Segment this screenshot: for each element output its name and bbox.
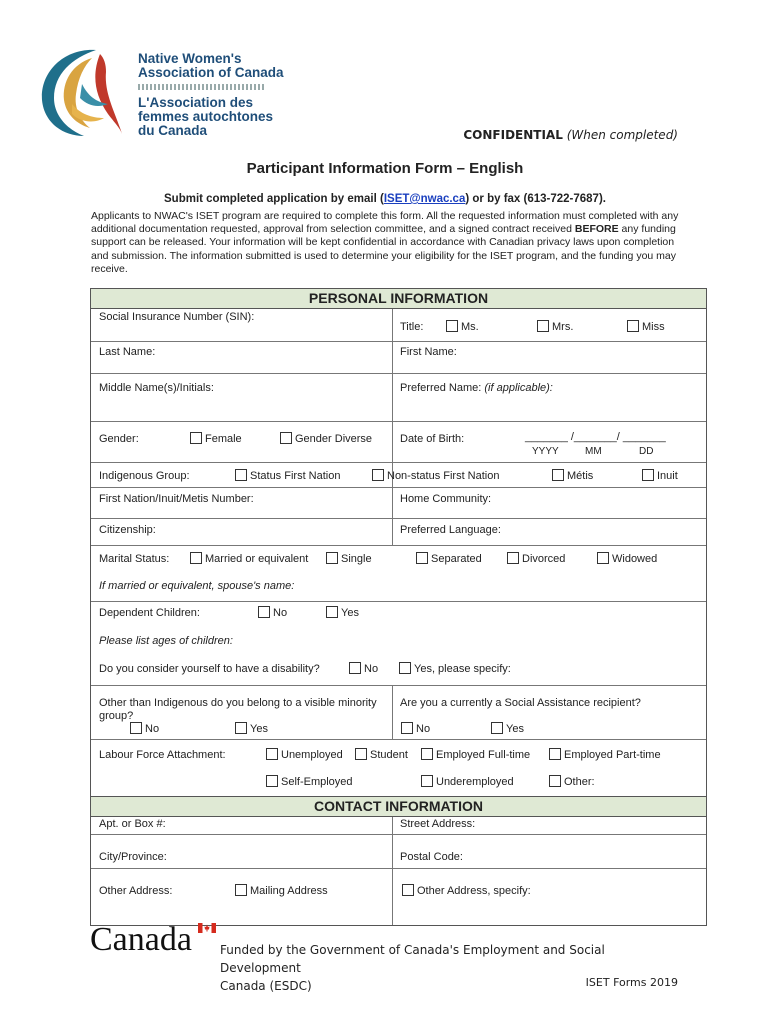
- when-completed-label: (When completed): [566, 128, 678, 142]
- preferred-name-text: Preferred Name:: [400, 382, 482, 394]
- title-label: Title:: [400, 321, 424, 333]
- status-fn-label: Status First Nation: [250, 470, 341, 482]
- intro-text-2: any funding support can be released. Your information will be kept confidential in accordance with Canadian privacy laws upon completion and submission. The information submitted is used to determine your eligibility for the ISET program, and the funding you may receive.: [91, 223, 677, 275]
- social-assistance-question: Are you a currently a Social Assistance recipient?: [400, 697, 641, 709]
- row-divider: [91, 739, 706, 740]
- self-employed-label: Self-Employed: [281, 776, 353, 788]
- row-divider: [91, 487, 706, 488]
- inuit-checkbox[interactable]: [642, 469, 654, 481]
- other-address-checkbox[interactable]: [402, 884, 414, 896]
- employed-ft-label: Employed Full-time: [436, 749, 531, 761]
- column-divider: [392, 686, 393, 739]
- dob-label: Date of Birth:: [400, 433, 465, 445]
- married-checkbox[interactable]: [190, 552, 202, 564]
- other-labour-checkbox[interactable]: [549, 775, 561, 787]
- disability-question: Do you consider yourself to have a disability?: [99, 663, 320, 675]
- confidential-label: CONFIDENTIAL: [463, 128, 563, 142]
- other-address-specify-label: Other Address, specify:: [417, 885, 531, 897]
- minority-yes-label: Yes: [250, 723, 268, 735]
- personal-information-heading: PERSONAL INFORMATION: [91, 289, 706, 309]
- row-divider: [91, 545, 706, 546]
- street-address-label: Street Address:: [400, 818, 476, 830]
- social-yes-label: Yes: [506, 723, 524, 735]
- column-divider: [392, 309, 393, 546]
- student-label: Student: [370, 749, 408, 761]
- column-divider: [392, 814, 393, 925]
- divorced-label: Divorced: [522, 553, 566, 565]
- metis-label: Métis: [567, 470, 594, 482]
- dependent-children-label: Dependent Children:: [99, 607, 200, 619]
- fn-number-label: First Nation/Inuit/Metis Number:: [99, 493, 254, 505]
- org-divider: [138, 84, 264, 90]
- student-checkbox[interactable]: [355, 748, 367, 760]
- minority-no-label: No: [145, 723, 160, 735]
- sin-label: Social Insurance Number (SIN):: [99, 311, 255, 323]
- org-name-en-2: Association of Canada: [138, 65, 284, 80]
- dob-blanks[interactable]: _______ /_______/ _______: [525, 431, 666, 443]
- miss-checkbox[interactable]: [627, 320, 639, 332]
- org-name-fr-2: femmes autochtones: [138, 109, 274, 124]
- form-version: ISET Forms 2019: [585, 976, 678, 989]
- contact-information-heading: CONTACT INFORMATION: [91, 796, 706, 817]
- nonstatus-fn-label: Non-status First Nation: [387, 470, 500, 482]
- separated-label: Separated: [431, 553, 482, 565]
- preferred-name-label: [400, 382, 553, 394]
- organization-name: [138, 52, 284, 138]
- metis-checkbox[interactable]: [552, 469, 564, 481]
- postal-code-label: Postal Code:: [400, 851, 463, 863]
- intro-paragraph: [91, 210, 681, 276]
- children-no-label: No: [273, 607, 288, 619]
- row-divider: [91, 341, 706, 342]
- unemployed-checkbox[interactable]: [266, 748, 278, 760]
- disability-yes-label: Yes, please specify:: [414, 663, 511, 675]
- participant-form: [90, 288, 707, 926]
- if-applicable-text: (if applicable):: [484, 382, 553, 394]
- inuit-label: Inuit: [657, 470, 678, 482]
- separated-checkbox[interactable]: [416, 552, 428, 564]
- status-fn-checkbox[interactable]: [235, 469, 247, 481]
- org-name-en-1: Native Women's: [138, 51, 242, 66]
- labour-force-label: Labour Force Attachment:: [99, 749, 226, 761]
- underemployed-checkbox[interactable]: [421, 775, 433, 787]
- unemployed-label: Unemployed: [281, 749, 343, 761]
- other-address-label: Other Address:: [99, 885, 173, 897]
- org-name-fr-3: du Canada: [138, 123, 208, 138]
- other-labour-label: Other:: [564, 776, 595, 788]
- home-community-label: Home Community:: [400, 493, 492, 505]
- single-label: Single: [341, 553, 372, 565]
- disability-no-checkbox[interactable]: [349, 662, 361, 674]
- minority-question-line2: group?: [99, 710, 134, 722]
- children-yes-label: Yes: [341, 607, 359, 619]
- email-link[interactable]: ISET@nwac.ca: [383, 193, 466, 205]
- dob-dd: DD: [639, 446, 654, 457]
- row-divider: [91, 834, 706, 835]
- social-yes-checkbox[interactable]: [491, 722, 503, 734]
- row-divider: [91, 373, 706, 374]
- intro-text-1: Applicants to NWAC's ISET program are required to complete this form. All the requested information must completed with any additional documentation requested, approval from selection committee, and a signed contract received: [91, 210, 679, 236]
- underemployed-label: Underemployed: [436, 776, 514, 788]
- married-label: Married or equivalent: [205, 553, 309, 565]
- self-employed-checkbox[interactable]: [266, 775, 278, 787]
- female-label: Female: [205, 433, 242, 445]
- gender-diverse-checkbox[interactable]: [280, 432, 292, 444]
- widowed-checkbox[interactable]: [597, 552, 609, 564]
- disability-no-label: No: [364, 663, 379, 675]
- canada-flag-icon: [198, 923, 216, 933]
- mailing-address-checkbox[interactable]: [235, 884, 247, 896]
- submit-prefix: Submit completed application by email (: [164, 193, 384, 205]
- children-yes-checkbox[interactable]: [326, 606, 338, 618]
- confidential-notice: [463, 128, 678, 142]
- nwac-logo: [34, 44, 124, 139]
- row-divider: [91, 868, 706, 869]
- gender-diverse-label: Gender Diverse: [295, 433, 373, 445]
- disability-yes-checkbox[interactable]: [399, 662, 411, 674]
- preferred-language-label: Preferred Language:: [400, 524, 501, 536]
- widowed-label: Widowed: [612, 553, 658, 565]
- submit-suffix: ) or by fax (613-722-7687).: [465, 193, 606, 205]
- employed-pt-label: Employed Part-time: [564, 749, 661, 761]
- last-name-label: Last Name:: [99, 346, 156, 358]
- single-checkbox[interactable]: [326, 552, 338, 564]
- row-divider: [91, 685, 706, 686]
- children-no-checkbox[interactable]: [258, 606, 270, 618]
- apt-box-label: Apt. or Box #:: [99, 818, 166, 830]
- miss-label: Miss: [642, 321, 665, 333]
- divorced-checkbox[interactable]: [507, 552, 519, 564]
- marital-status-label: Marital Status:: [99, 553, 170, 565]
- row-divider: [91, 421, 706, 422]
- female-checkbox[interactable]: [190, 432, 202, 444]
- middle-name-label: Middle Name(s)/Initials:: [99, 382, 214, 394]
- mrs-checkbox[interactable]: [537, 320, 549, 332]
- canada-wordmark: [90, 920, 218, 960]
- mailing-address-label: Mailing Address: [250, 885, 328, 897]
- employed-pt-checkbox[interactable]: [549, 748, 561, 760]
- indigenous-group-label: Indigenous Group:: [99, 470, 190, 482]
- minority-yes-checkbox[interactable]: [235, 722, 247, 734]
- list-ages-label: Please list ages of children:: [99, 635, 233, 647]
- row-divider: [91, 462, 706, 463]
- canada-wordmark-text: Canada: [90, 921, 192, 958]
- employed-ft-checkbox[interactable]: [421, 748, 433, 760]
- org-name-fr-1: L'Association des: [138, 95, 253, 110]
- intro-bold: BEFORE: [574, 223, 619, 236]
- funding-line1: Funded by the Government of Canada's Employment and Social Development: [220, 943, 605, 975]
- social-no-checkbox[interactable]: [401, 722, 413, 734]
- nonstatus-fn-checkbox[interactable]: [372, 469, 384, 481]
- citizenship-label: Citizenship:: [99, 524, 156, 536]
- minority-no-checkbox[interactable]: [130, 722, 142, 734]
- dob-mm: MM: [585, 446, 602, 457]
- submit-instructions: [0, 193, 770, 205]
- funding-line2: Canada (ESDC): [220, 979, 312, 993]
- dob-yyyy: YYYY: [532, 446, 559, 457]
- social-no-label: No: [416, 723, 431, 735]
- mrs-label: Mrs.: [552, 321, 574, 333]
- spouse-name-label: If married or equivalent, spouse's name:: [99, 580, 295, 592]
- form-title: Participant Information Form – English: [246, 160, 524, 177]
- minority-question-line1: Other than Indigenous do you belong to a visible minority: [99, 697, 377, 709]
- ms-checkbox[interactable]: [446, 320, 458, 332]
- ms-label: Ms.: [461, 321, 479, 333]
- row-divider: [91, 601, 706, 602]
- first-name-label: First Name:: [400, 346, 457, 358]
- city-province-label: City/Province:: [99, 851, 167, 863]
- gender-label: Gender:: [99, 433, 139, 445]
- row-divider: [91, 518, 706, 519]
